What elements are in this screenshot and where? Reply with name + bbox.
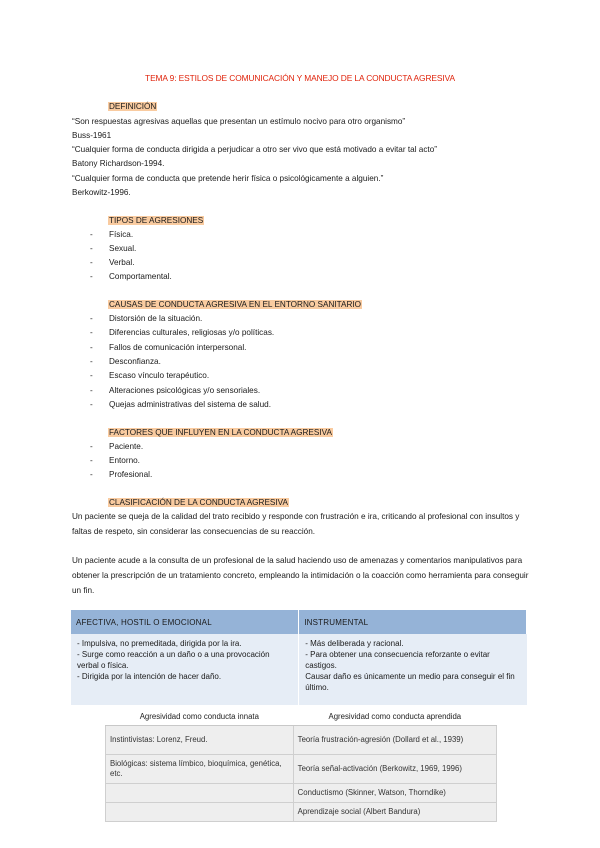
table-header-instrumental: INSTRUMENTAL [299,610,527,634]
table-header-innata: Agresividad como conducta innata [106,707,294,726]
paragraph-case-2: Un paciente acude a la consulta de un profesional de la salud haciendo uso de amenazas y comentarios manipulativos para obtener la prescripción de un tratamiento concreto, empleando la intimidación o la coacción como herramienta para conseguir un fin. [72,556,529,595]
table-cell-instrumental: - Más deliberada y racional. - Para obtener una consecuencia reforzante o evitar castigos. Causar daño es únicamente un medio para conseguir el fin último. [299,634,527,705]
definition-line: “Cualquier forma de conducta que pretende herir física o psicológicamente a alguien.” [72,174,384,183]
document-title: TEMA 9: ESTILOS DE COMUNICACIÓN Y MANEJO DE LA CONDUCTA AGRESIVA [145,73,455,83]
table-header-aprendida: Agresividad como conducta aprendida [293,707,496,726]
definition-line: “Son respuestas agresivas aquellas que presentan un estímulo nocivo para otro organismo” [72,117,406,126]
section-heading-clasificacion: CLASIFICACIÓN DE LA CONDUCTA AGRESIVA [109,498,288,507]
definition-line: Berkowitz-1996. [72,188,131,197]
table-row: Instintivistas: Lorenz, Freud. Teoría frustración-agresión (Dollard et al., 1939) [106,726,497,755]
document-page: TEMA 9: ESTILOS DE COMUNICACIÓN Y MANEJO DE LA CONDUCTA AGRESIVA DEFINICIÓN “Son respuestas agresivas aquellas que presentan un estímulo nocivo para otro organismo” Buss-1961 “Cualquier forma de conducta dirigida a perjudicar a otro ser vivo que está motivado a evitar tal acto” Batony Richardson-1994. “Cualquier forma de conducta que pretende herir física o psicológicamente a alguien.” Berkowitz-1996. TIPOS DE AGRESIONES - Física. - Sexual. - Verbal. - Comportamental. CAUSAS DE CONDUCTA AGRESIVA EN EL ENTORNO SANITARIO - Distorsión de la situación. - Diferencias culturales, religiosas y/o políticas. - Fallos de comunicación interpersonal. - Desconfianza. - Escaso vínculo terapéutico. - Alteraciones psicológicas y/o sensoriales. - Quejas administrativas del sistema de salud. FACTORES QUE INFLUYEN EN LA CONDUCTA AGRESIVA - Paciente. - Entorno. - Profesional. CLASIFICACIÓN DE LA CONDUCTA AGRESIVA Un paciente se queja de la calidad del trato recibido y responde con frustración e ira, criticando al profesional con insultos y faltas de respeto, sin considerar las consecuencias de su reacción. Un paciente acude a la consulta de un profesional de la salud haciendo uso de amenazas y comentarios manipulativos para obtener la prescripción de un tratamiento concreto, empleando la intimidación o la coacción como herramienta para conseguir un fin. AFECTIVA, HOSTIL O EMOCIONAL INSTRUMENTAL - Impulsiva, no premeditada, dirigida por la ira. - Surge como reacción a un daño o a una provocación verbal o física. - Dirigida por la intención de hacer daño. - Más deliberada y racional. - Para obtener una consecuencia reforzante o evitar castigos. Causar daño es únicamente un medio para conseguir el fin último. Agresividad como conducta innata Agresividad como conducta aprendida Instintivistas: Lorenz, Freud. Teoría frustración-agresión (Dollard et al., 1939) Biológicas: sistema límbico, bioquímica, genética, etc. Teoría señal-activación (Berkowitz, 1969, 1996) Conductismo (Skinner, Watson, Thorndike) Aprendizaje social (Albert Bandura) [0,0,600,848]
aggression-theory-table [105,707,497,822]
section-heading-factores: FACTORES QUE INFLUYEN EN LA CONDUCTA AGRESIVA [109,428,332,437]
definition-line: Batony Richardson-1994. [72,159,165,168]
definition-line: Buss-1961 [72,131,112,140]
paragraph-case-1: Un paciente se queja de la calidad del trato recibido y responde con frustración e ira, criticando al profesional con insultos y faltas de respeto, sin considerar las consecuencias de su reacción. [72,512,520,536]
aggression-type-table [71,610,527,705]
table-cell-afectiva: - Impulsiva, no premeditada, dirigida por la ira. - Surge como reacción a un daño o a una provocación verbal o física. - Dirigida por la intención de hacer daño. [71,634,299,705]
table-header-afectiva: AFECTIVA, HOSTIL O EMOCIONAL [71,610,299,634]
section-heading-definicion: DEFINICIÓN [109,102,157,111]
table-row: Aprendizaje social (Albert Bandura) [106,803,497,822]
section-heading-tipos: TIPOS DE AGRESIONES [109,216,204,225]
table-row: Biológicas: sistema límbico, bioquímica, genética, etc. Teoría señal-activación (Berkowitz, 1969, 1996) [106,755,497,784]
table-row: Conductismo (Skinner, Watson, Thorndike) [106,784,497,803]
section-heading-causas: CAUSAS DE CONDUCTA AGRESIVA EN EL ENTORNO SANITARIO [109,300,362,309]
definition-line: “Cualquier forma de conducta dirigida a perjudicar a otro ser vivo que está motivado a evitar tal acto” [72,145,437,154]
